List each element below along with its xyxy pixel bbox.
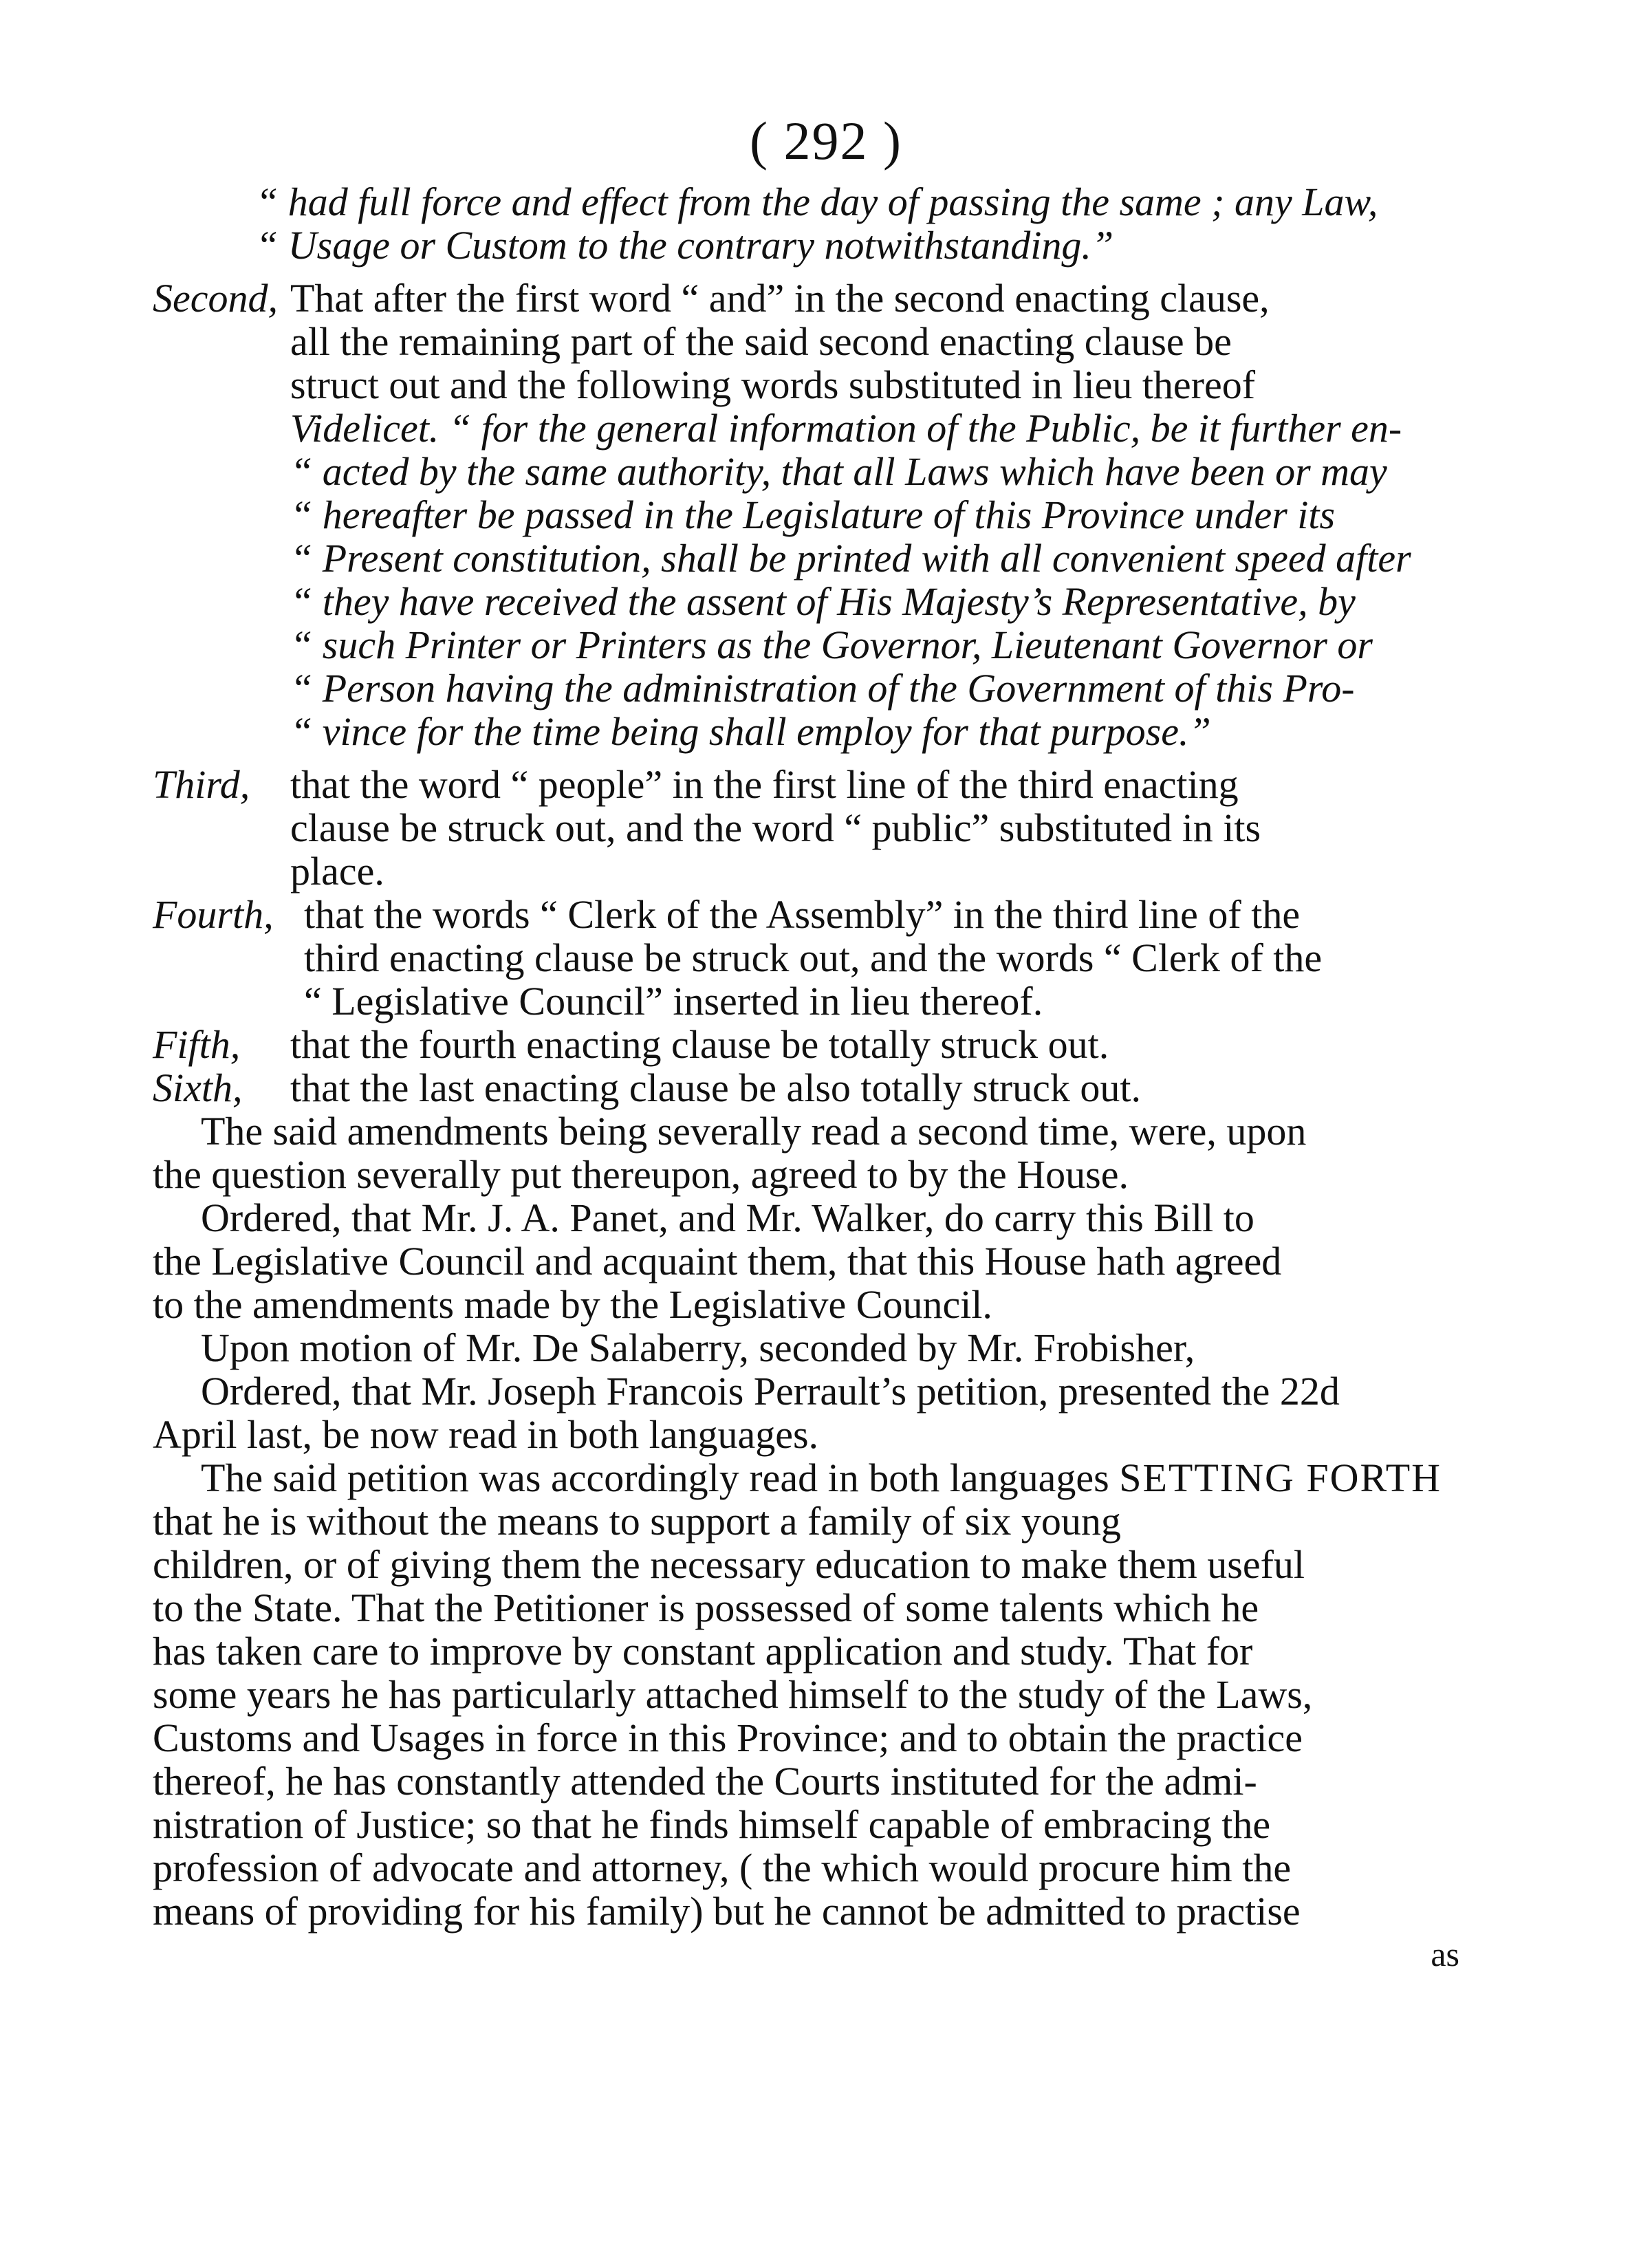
- body-line: that he is without the means to support a family of six young: [153, 1499, 1121, 1544]
- small-caps-heading: SETTING FORTH: [1119, 1455, 1442, 1500]
- body-line: April last, be now read in both languages.: [153, 1412, 819, 1457]
- body-line: the question severally put thereupon, agreed to by the House.: [153, 1152, 1129, 1197]
- body-line: profession of advocate and attorney, ( the which would procure him the: [153, 1845, 1292, 1890]
- amendment-line: “ vince for the time being shall employ for that purpose.”: [290, 709, 1211, 754]
- amendment-line: “ Person having the administration of the Government of this Pro-: [290, 666, 1355, 711]
- amendment-line: clause be struck out, and the word “ public” substituted in its: [290, 805, 1261, 850]
- amendment-fifth: [153, 1023, 1480, 1066]
- amendment-marker: Fifth,: [153, 1022, 241, 1067]
- body-line: to the amendments made by the Legislative Council.: [153, 1282, 992, 1327]
- body-text: The said petition was accordingly read in both languages: [201, 1455, 1109, 1500]
- amendment-marker: Fourth,: [153, 892, 274, 937]
- amendment-line: “ such Printer or Printers as the Governor, Lieutenant Governor or: [290, 622, 1373, 667]
- amendment-body: [290, 893, 1480, 1023]
- body-line: the Legislative Council and acquaint them, that this House hath agreed: [153, 1239, 1282, 1284]
- amendment-body: [290, 277, 1480, 753]
- page-text: [153, 180, 1480, 1976]
- amendment-line: “ they have received the assent of His Majesty’s Representative, by: [290, 579, 1356, 624]
- body-line: Customs and Usages in force in this Province; and to obtain the practice: [153, 1715, 1303, 1760]
- body-line: Ordered, that Mr. Joseph Francois Perrault’s petition, presented the 22d: [201, 1369, 1340, 1414]
- body-line: means of providing for his family) but he cannot be admitted to practise: [153, 1889, 1301, 1934]
- amendment-marker: Sixth,: [153, 1065, 243, 1110]
- amendment-third: [153, 763, 1480, 893]
- body-line: to the State. That the Petitioner is possessed of some talents which he: [153, 1585, 1259, 1630]
- amendment-line: “ acted by the same authority, that all Laws which have been or may: [290, 449, 1387, 494]
- catchword: as: [1431, 1935, 1459, 1973]
- amendment-marker: Third,: [153, 762, 250, 807]
- body-line: nistration of Justice; so that he finds himself capable of embracing the: [153, 1802, 1271, 1847]
- amendment-line: Videlicet. “ for the general information of the Public, be it further en-: [290, 406, 1402, 451]
- quote-line: “ had full force and effect from the day of passing the same ; any Law,: [256, 180, 1378, 224]
- amendment-line: “ Present constitution, shall be printed with all convenient speed after: [290, 536, 1411, 581]
- body-line: [153, 1456, 1480, 1499]
- amendment-line: that the words “ Clerk of the Assembly” in the third line of the: [304, 892, 1301, 937]
- amendment-line: place.: [290, 849, 384, 894]
- amendment-sixth: [153, 1066, 1480, 1109]
- amendment-body: [290, 763, 1480, 893]
- body-line: Ordered, that Mr. J. A. Panet, and Mr. Walker, do carry this Bill to: [201, 1195, 1254, 1240]
- amendment-line: third enacting clause be struck out, and the words “ Clerk of the: [304, 935, 1323, 980]
- amendment-second: [153, 277, 1480, 753]
- amendment-fourth: [153, 893, 1480, 1023]
- amendment-line: that the word “ people” in the first line of the third enacting: [290, 762, 1239, 807]
- amendment-line: that the last enacting clause be also totally struck out.: [290, 1065, 1141, 1110]
- amendment-body: [290, 1023, 1480, 1066]
- amendment-line: all the remaining part of the said second enacting clause be: [290, 319, 1232, 364]
- quote-line: “ Usage or Custom to the contrary notwithstanding.”: [256, 223, 1114, 268]
- amendment-line: struct out and the following words substituted in lieu thereof: [290, 362, 1256, 407]
- page-number: ( 292 ): [750, 111, 902, 171]
- amendment-line: “ hereafter be passed in the Legislature of this Province under its: [290, 492, 1336, 537]
- body-line: The said amendments being severally read a second time, were, upon: [201, 1109, 1307, 1154]
- amendment-marker: Second,: [153, 276, 278, 321]
- body-line: has taken care to improve by constant application and study. That for: [153, 1629, 1253, 1674]
- amendment-line: that the fourth enacting clause be totally struck out.: [290, 1022, 1109, 1067]
- amendment-body: [290, 1066, 1480, 1109]
- body-line: thereof, he has constantly attended the Courts instituted for the admi-: [153, 1759, 1257, 1804]
- body-line: Upon motion of Mr. De Salaberry, seconded by Mr. Frobisher,: [201, 1325, 1195, 1370]
- body-line: children, or of giving them the necessary education to make them useful: [153, 1542, 1305, 1587]
- body-line: some years he has particularly attached himself to the study of the Laws,: [153, 1672, 1313, 1717]
- amendment-line: That after the first word “ and” in the second enacting clause,: [290, 276, 1270, 321]
- amendment-line: “ Legislative Council” inserted in lieu thereof.: [304, 979, 1043, 1024]
